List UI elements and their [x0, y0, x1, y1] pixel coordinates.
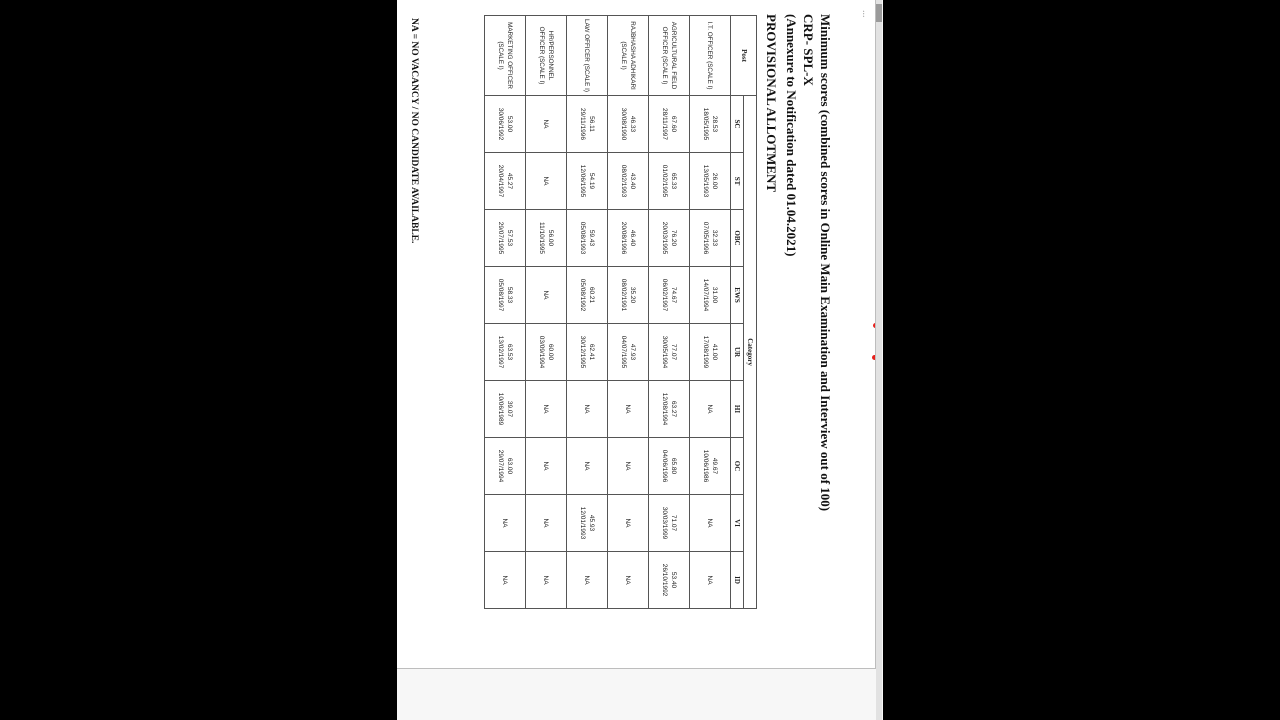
score-cell — [649, 495, 690, 552]
score-cell — [526, 552, 567, 609]
cutoff-date: 01/02/1995 — [661, 164, 668, 198]
table-row — [526, 16, 567, 609]
score-cell — [485, 324, 526, 381]
table-header-row — [744, 16, 757, 609]
score-cell — [649, 267, 690, 324]
post-name-cell: AGRICULTURAL FIELD OFFICER (SCALE I) — [649, 16, 690, 96]
cutoff-date: 10/06/1989 — [497, 392, 504, 426]
min-score: 65.33 — [670, 172, 677, 190]
min-score: NA — [583, 404, 591, 414]
min-score: NA — [542, 176, 550, 186]
document-page — [397, 0, 876, 669]
score-cell — [485, 96, 526, 153]
score-cell — [485, 267, 526, 324]
score-cell — [567, 210, 608, 267]
score-cell — [567, 153, 608, 210]
column-header-ur: UR — [731, 324, 744, 381]
min-score: 62.41 — [588, 343, 595, 361]
cutoff-date: 13/05/1993 — [702, 164, 709, 198]
scrollbar-thumb[interactable] — [876, 4, 882, 22]
score-cell — [567, 267, 608, 324]
min-score: 39.07 — [506, 400, 513, 418]
document-viewer — [397, 0, 883, 720]
cutoff-date: 04/07/1995 — [620, 335, 627, 369]
min-score: 63.00 — [506, 457, 513, 475]
column-header-st: ST — [731, 153, 744, 210]
cutoff-date: 29/07/1995 — [497, 221, 504, 255]
min-score: 32.33 — [711, 229, 718, 247]
score-cell — [690, 153, 731, 210]
score-cell — [649, 381, 690, 438]
cutoff-date: 30/03/1999 — [661, 506, 668, 540]
score-cell — [526, 438, 567, 495]
cutoff-date: 13/02/1997 — [497, 335, 504, 369]
cutoff-date: 12/06/1995 — [579, 164, 586, 198]
table-row — [485, 16, 526, 609]
score-cell — [526, 153, 567, 210]
post-column-header: Post — [731, 16, 757, 96]
min-score: 46.40 — [629, 229, 636, 247]
min-score: 35.20 — [629, 286, 636, 304]
post-name-cell: RAJBHASHA ADHIKARI (SCALE I) — [608, 16, 649, 96]
min-score: NA — [501, 575, 509, 585]
min-score: 77.07 — [670, 343, 677, 361]
score-cell — [690, 267, 731, 324]
score-cell — [567, 495, 608, 552]
cutoff-date: 20/03/1995 — [661, 221, 668, 255]
min-score: NA — [706, 575, 714, 585]
min-score: NA — [624, 461, 632, 471]
na-footnote: NA = NO VACANCY / NO CANDIDATE AVAILABLE. — [409, 18, 419, 244]
cutoff-date: 30/05/1994 — [661, 335, 668, 369]
score-cell — [567, 552, 608, 609]
cutoff-date: 06/02/1997 — [661, 278, 668, 312]
table-row — [690, 16, 731, 609]
min-score: NA — [542, 290, 550, 300]
table-row — [567, 16, 608, 609]
cutoff-date: 08/02/1993 — [620, 164, 627, 198]
score-cell — [608, 267, 649, 324]
min-score: 28.53 — [711, 115, 718, 133]
cutoff-date: 05/08/1997 — [497, 278, 504, 312]
min-score: 47.93 — [629, 343, 636, 361]
vertical-scrollbar[interactable] — [876, 0, 882, 720]
score-cell — [485, 153, 526, 210]
min-score: 56.00 — [547, 229, 554, 247]
score-cell — [485, 381, 526, 438]
min-score: 58.33 — [506, 286, 513, 304]
min-score: NA — [501, 518, 509, 528]
min-score: NA — [542, 404, 550, 414]
document-title: Minimum scores (combined scores in Online Main Examination and Interview out of 100) — [818, 14, 833, 512]
min-score: NA — [706, 404, 714, 414]
min-score: 59.43 — [588, 229, 595, 247]
cutoff-date: 05/08/1992 — [579, 278, 586, 312]
min-score: 46.33 — [629, 115, 636, 133]
min-score: 43.40 — [629, 172, 636, 190]
score-cell — [649, 552, 690, 609]
post-name-cell: HR/PERSONNEL OFFICER (SCALE I) — [526, 16, 567, 96]
min-score: 74.67 — [670, 286, 677, 304]
min-score: 63.27 — [670, 400, 677, 418]
cutoff-date: 12/08/1994 — [661, 392, 668, 426]
post-name-cell: I.T. OFFICER (SCALE I) — [690, 16, 731, 96]
min-score: NA — [624, 404, 632, 414]
table-body — [485, 16, 731, 609]
cutoff-date: 30/08/1990 — [620, 107, 627, 141]
min-score: NA — [542, 119, 550, 129]
cut-off-header-text: ... — [860, 10, 871, 18]
min-score: 53.40 — [670, 571, 677, 589]
annexure-line: (Annexure to Notification dated 01.04.2021) — [784, 14, 799, 257]
score-cell — [649, 438, 690, 495]
cutoff-date: 20/04/1997 — [497, 164, 504, 198]
score-cell — [690, 324, 731, 381]
min-score: 76.20 — [670, 229, 677, 247]
cutoff-date: 03/09/1994 — [538, 335, 545, 369]
column-header-oc: OC — [731, 438, 744, 495]
score-cell — [649, 153, 690, 210]
min-score: 65.80 — [670, 457, 677, 475]
score-cell — [526, 267, 567, 324]
column-header-vi: VI — [731, 495, 744, 552]
score-cell — [485, 210, 526, 267]
cutoff-date: 30/12/1995 — [579, 335, 586, 369]
min-score: NA — [542, 518, 550, 528]
category-columns-row — [731, 16, 744, 609]
min-score: NA — [583, 575, 591, 585]
min-score: 49.67 — [711, 457, 718, 475]
cutoff-date: 28/11/1997 — [661, 107, 668, 141]
cutoff-date: 30/06/1992 — [497, 107, 504, 141]
score-cell — [690, 438, 731, 495]
cutoff-date: 29/07/1994 — [497, 449, 504, 483]
score-cell — [608, 381, 649, 438]
score-cell — [690, 552, 731, 609]
min-score: 60.21 — [588, 286, 595, 304]
column-header-id: ID — [731, 552, 744, 609]
post-name-cell: MARKETING OFFICER (SCALE I) — [485, 16, 526, 96]
min-score: NA — [542, 575, 550, 585]
cutoff-date: 18/05/1995 — [702, 107, 709, 141]
score-cell — [526, 210, 567, 267]
column-header-hi: HI — [731, 381, 744, 438]
cutoff-date: 11/10/1995 — [538, 221, 545, 255]
document-code: CRP- SPL-X — [801, 14, 816, 86]
score-cell — [526, 381, 567, 438]
min-score: 60.00 — [547, 343, 554, 361]
score-cell — [485, 552, 526, 609]
column-header-ews: EWS — [731, 267, 744, 324]
min-score: 26.00 — [711, 172, 718, 190]
score-cell — [608, 324, 649, 381]
score-cell — [567, 96, 608, 153]
min-score: 45.27 — [506, 172, 513, 190]
score-cell — [526, 324, 567, 381]
column-header-sc: SC — [731, 96, 744, 153]
min-score: 67.60 — [670, 115, 677, 133]
rotated-page-content — [397, 0, 875, 668]
score-cell — [485, 438, 526, 495]
score-cell — [649, 210, 690, 267]
min-score: NA — [542, 461, 550, 471]
min-score: 57.53 — [506, 229, 513, 247]
score-cell — [690, 495, 731, 552]
cutoff-date: 17/08/1999 — [702, 335, 709, 369]
score-cell — [690, 96, 731, 153]
table-row — [608, 16, 649, 609]
min-score: 56.11 — [588, 116, 595, 132]
min-score: 41.00 — [711, 343, 718, 361]
table-row — [649, 16, 690, 609]
cutoff-date: 26/10/1992 — [661, 563, 668, 597]
min-score: 45.93 — [588, 514, 595, 532]
cutoff-date: 29/11/1996 — [579, 107, 586, 141]
min-score: 54.19 — [588, 172, 595, 190]
min-score: NA — [583, 461, 591, 471]
score-cell — [526, 96, 567, 153]
score-cell — [567, 381, 608, 438]
min-score: NA — [624, 518, 632, 528]
cutoff-date: 07/05/1996 — [702, 221, 709, 255]
score-cell — [608, 552, 649, 609]
minimum-scores-table — [484, 15, 757, 609]
score-cell — [649, 96, 690, 153]
column-header-obc: OBC — [731, 210, 744, 267]
allotment-heading: PROVISIONAL ALLOTMENT — [764, 14, 779, 193]
cutoff-date: 10/06/1986 — [702, 449, 709, 483]
score-cell — [608, 210, 649, 267]
score-cell — [526, 495, 567, 552]
min-score: 53.00 — [506, 115, 513, 133]
score-cell — [485, 495, 526, 552]
post-name-cell: LAW OFFICER (SCALE I) — [567, 16, 608, 96]
cutoff-date: 12/01/1993 — [579, 506, 586, 540]
min-score: 63.53 — [506, 343, 513, 361]
cutoff-date: 04/06/1996 — [661, 449, 668, 483]
score-cell — [649, 324, 690, 381]
score-cell — [608, 96, 649, 153]
score-cell — [567, 438, 608, 495]
cutoff-date: 05/08/1993 — [579, 221, 586, 255]
category-header: Category — [744, 96, 757, 609]
score-cell — [608, 438, 649, 495]
score-cell — [608, 495, 649, 552]
min-score: NA — [706, 518, 714, 528]
min-score: 31.00 — [711, 286, 718, 304]
score-cell — [567, 324, 608, 381]
min-score: 71.07 — [670, 514, 677, 532]
cutoff-date: 14/07/1994 — [702, 278, 709, 312]
cutoff-date: 08/02/1991 — [620, 278, 627, 312]
min-score: NA — [624, 575, 632, 585]
score-cell — [690, 381, 731, 438]
score-cell — [608, 153, 649, 210]
cutoff-date: 20/08/1996 — [620, 221, 627, 255]
score-cell — [690, 210, 731, 267]
